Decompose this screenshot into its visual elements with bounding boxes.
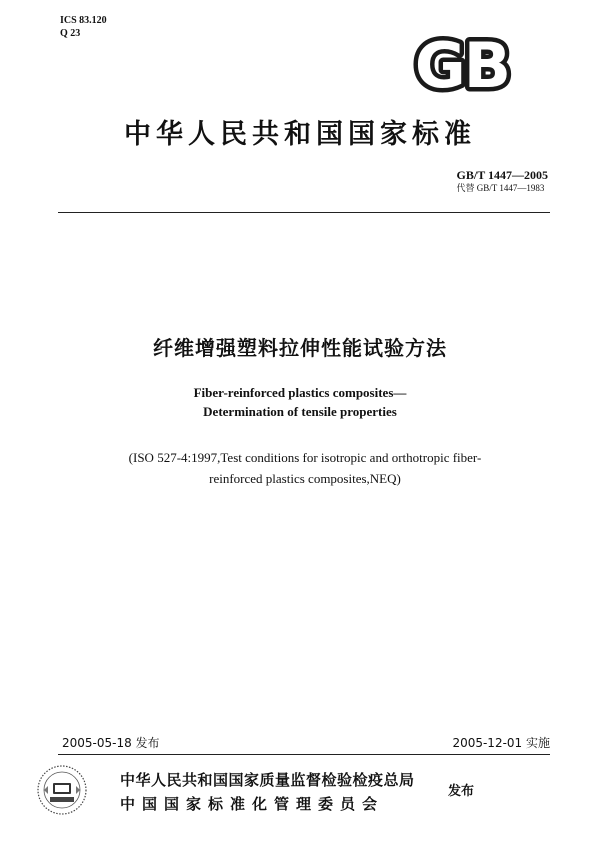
ccs-code: Q 23 (60, 28, 81, 39)
header-divider (58, 212, 550, 213)
chinese-title: 纤维增强塑料拉伸性能试验方法 (153, 336, 447, 360)
footer-divider (58, 754, 550, 755)
issue-date: 2005-05-18 发布 (62, 736, 160, 750)
authority-aqsiq: 中华人民共和国国家质量监督检验检疫总局 (120, 771, 415, 789)
issuing-authorities (120, 768, 415, 816)
authority-sac: 中国国家标准化管理委员会 (120, 795, 385, 813)
english-title-line-2: Determination of tensile properties (203, 404, 397, 419)
iso-note-line-1: (ISO 527-4:1997,Test conditions for isotropic and orthotropic fiber- (128, 450, 482, 465)
gb-logo-text: GB (414, 35, 510, 93)
iso-equivalence-note (60, 447, 550, 489)
english-title-line-1: Fiber-reinforced plastics composites— (193, 385, 407, 400)
publish-label: 发布 (448, 784, 475, 799)
implementation-date: 2005-12-01 实施 (452, 736, 550, 750)
iso-note-line-2: reinforced plastics composites,NEQ) (209, 471, 401, 486)
ics-code: ICS 83.120 (60, 15, 107, 26)
national-standard-title: 中华人民共和国国家标准 (124, 119, 476, 150)
authority-seal-icon (36, 764, 88, 816)
standard-number-block (457, 168, 548, 194)
replaces-standard: 代替 GB/T 1447—1983 (456, 183, 545, 193)
classification-codes (60, 14, 107, 40)
gb-logo (397, 35, 527, 93)
english-title (0, 383, 600, 421)
standard-number: GB/T 1447—2005 (456, 168, 548, 182)
